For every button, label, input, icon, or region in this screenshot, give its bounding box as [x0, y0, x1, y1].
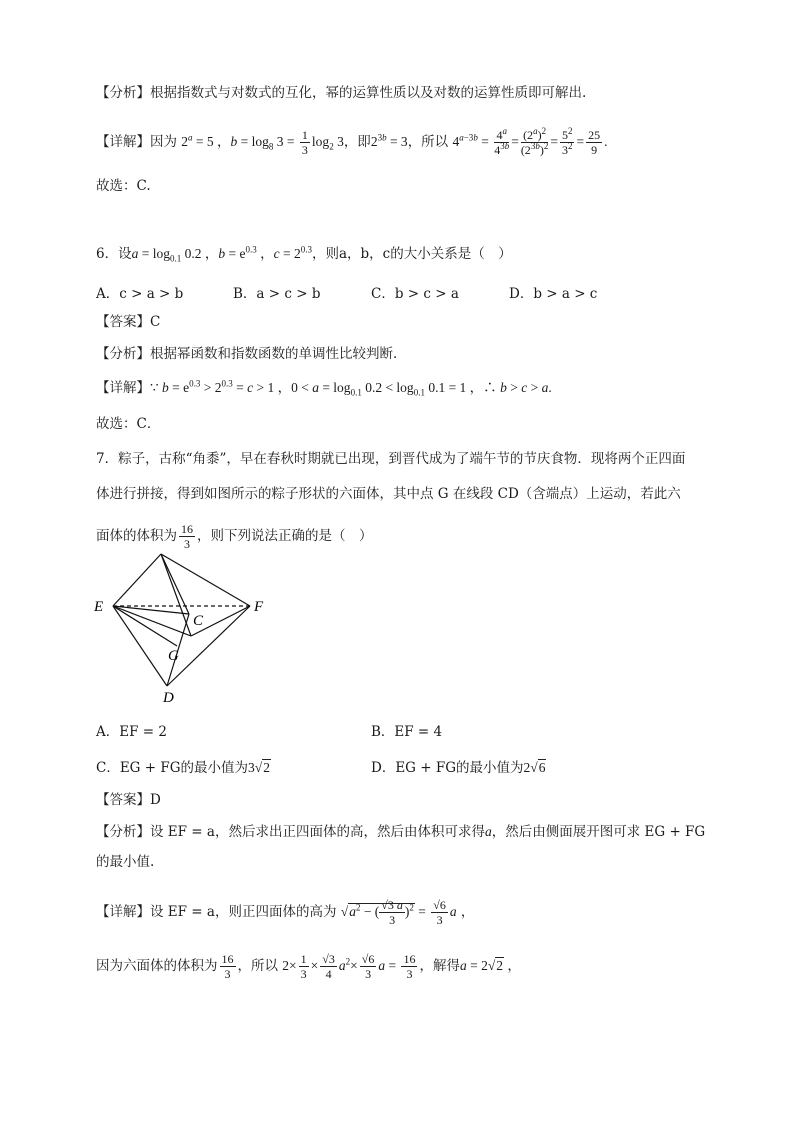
q5-detail-prefix: 因为	[150, 134, 177, 150]
hexahedron-figure	[90, 550, 280, 710]
frac-1-3-b: $\frac{1}{3}$	[300, 952, 307, 981]
q6-option-c: C．b > c > a	[371, 286, 459, 302]
q7-volume-formula: 2×	[282, 958, 297, 973]
q7-answer	[96, 790, 161, 810]
q7-line3	[96, 522, 373, 551]
q7-option-b: B．EF = 4	[371, 724, 443, 740]
q6-detail	[96, 378, 552, 398]
edge-e-d	[113, 606, 167, 686]
q6-option-b: B．a > c > b	[233, 286, 321, 302]
q7-solution: a = 2√2 ，	[459, 958, 521, 973]
answer-tag: 【答案】	[96, 314, 150, 330]
edge-top-c	[161, 554, 189, 614]
q6-option-d: D．b > a > c	[509, 286, 598, 302]
frac-sqrt6-3-b: $\frac{√6}{3}$	[361, 952, 375, 981]
label-g: G	[168, 648, 179, 664]
frac-4a: $\frac{4^a}{4^{3b}}$	[494, 126, 510, 157]
q5-formula-2: $4^{a-3b}$ =	[452, 132, 493, 149]
q7-analysis-prefix: 设 EF = a，然后求出正四面体的高，然后由体积可求得	[150, 824, 485, 840]
q7-vol-mid: ，所以	[237, 958, 278, 974]
label-d: D	[163, 690, 174, 706]
q6-stem-prefix: 6．设	[96, 246, 132, 262]
analysis-tag: 【分析】	[96, 85, 150, 101]
q6-stem	[96, 244, 512, 264]
q7-analysis: 【分析】设 EF = a，然后求出正四面体的高，然后由体积可求得a，然后由侧面展开图可求 EG + FG	[96, 824, 706, 840]
edge-top-f	[161, 554, 250, 606]
frac-sqrt3-4: $\frac{√3}{4}$	[322, 952, 335, 981]
q7-option-d	[371, 756, 546, 776]
label-e: E	[94, 599, 104, 615]
detail-tag: 【详解】	[96, 134, 150, 150]
q7-answer-value: D	[150, 792, 161, 808]
answer-tag: 【答案】	[96, 792, 150, 808]
frac-16-3: $\frac{16}{3}$	[181, 522, 193, 551]
q6-analysis-text: 根据幂函数和指数函数的单调性比较判断．	[150, 346, 407, 362]
q7-analysis-line2: 的最小值.	[96, 854, 155, 870]
frac-16-3-b: $\frac{16}{3}$	[221, 952, 234, 981]
q5-detail: 【详解】因为 $2^a = 5$ ，$b = \log_8 3$ = $\frac{1}{3}$ $\log_2 3$，即$2^{3b} = 3$，所以 $4^{a-3b}$ = $\frac{4^a}{4^{3b}}$ = $\frac{(2^a)^2}{(2^{3b})^2}$ = $\frac{5^2}{3^2}$ = $\frac{25}{9}$ .	[96, 126, 608, 157]
frac-2a: $\frac{(2^a)^2}{(2^{3b})^2}$	[520, 126, 549, 157]
q7-line3-suffix: ，则下列说法正确的是（ ）	[197, 528, 373, 544]
q5-analysis	[96, 83, 586, 103]
frac-5-3: $\frac{5^2}{3^2}$	[561, 126, 573, 157]
q5-formula-1: $2^a = 5$ ，$b = \log_8 3$ =	[181, 132, 298, 152]
q7-analysis-suffix: ，然后由侧面展开图可求 EG + FG	[491, 824, 706, 840]
q7-line3-prefix: 面体的体积为	[96, 528, 177, 544]
q7-option-c-value: 3√2	[248, 760, 270, 775]
q5-choose: 故选：C.	[96, 178, 151, 194]
frac-sqrt6-3: $\frac{√6}{3}$	[433, 898, 446, 927]
q5-analysis-text: 根据指数式与对数式的互化，幂的运算性质以及对数的运算性质即可解出.	[150, 85, 587, 101]
analysis-tag: 【分析】	[96, 824, 150, 840]
q6-choose: 故选：C．	[96, 416, 161, 432]
q6-stem-suffix: ，则a，b，c的大小关系是（ ）	[311, 246, 512, 262]
q7-detail-prefix: 设 EF = a，则正四面体的高为	[150, 904, 337, 920]
detail-tag: 【详解】	[96, 380, 150, 396]
frac-25-9: $\frac{25}{9}$	[588, 128, 601, 157]
q7-detail: 【详解】设 EF = a，则正四面体的高为 $√a^2$ − ( $\frac{√3 a}{3}$ )$^2$ = $\frac{√6}{3}$ a ，	[96, 898, 475, 928]
q7-height-formula: $√a^2$ − ( $\frac{√3 a}{3}$ )$^2$ =	[340, 898, 430, 928]
q6-stem-formula: $a = \log_{0.1} 0.2$ ，$b = e^{0.3}$ ，$c = 2^{0.3}$	[131, 244, 312, 264]
analysis-tag: 【分析】	[96, 346, 150, 362]
q6-analysis	[96, 344, 407, 364]
q6-detail-formula: ∵ $b = e^{0.3} > 2^{0.3} = c > 1$ ，$0 < a = \log_{0.1} 0.2 < \log_{0.1} 0.1 = 1$ ，∴ b > c > a.	[150, 378, 552, 398]
q6-option-a: A．c > a > b	[96, 286, 184, 302]
q6-answer	[96, 312, 160, 332]
frac-16-3-c: $\frac{16}{3}$	[403, 952, 416, 981]
q7-option-c	[96, 756, 271, 776]
label-f: F	[254, 599, 264, 615]
q7-option-d-text: D．EG + FG的最小值为	[371, 760, 524, 776]
q7-option-c-text: C．EG + FG的最小值为	[96, 760, 249, 776]
q7-line1: 7．粽子，古称“角黍”，早在春秋时期就已出现，到晋代成为了端午节的节庆食物．现将两个正四面	[96, 451, 686, 467]
q7-option-d-value: 2√6	[523, 760, 546, 775]
q7-option-a: A．EF = 2	[96, 724, 167, 740]
q5-detail-mid1: ，即	[343, 134, 371, 150]
q7-volume: 因为六面体的体积为 $\frac{16}{3}$ ，所以 2× $\frac{1}{3}$ × $\frac{√3}{4}$ $a^2\times$ $\frac{√6}{3}$ a = $\frac{16}{3}$ ，解得a = 2√2 ，	[96, 952, 521, 981]
detail-tag: 【详解】	[96, 904, 150, 920]
q7-vol-prefix: 因为六面体的体积为	[96, 958, 218, 974]
label-c: C	[193, 613, 204, 629]
q6-answer-value: C	[150, 314, 161, 330]
edge-e-top	[113, 554, 161, 606]
q5-detail-mid2: ，所以	[407, 134, 449, 150]
q7-vol-mid2: ，解得	[419, 958, 460, 974]
q7-line2: 体进行拼接，得到如图所示的粽子形状的六面体，其中点 G 在线段 CD（含端点）上运动，若此六	[96, 486, 681, 502]
frac-1-3: $\frac{1}{3}$	[301, 128, 308, 157]
